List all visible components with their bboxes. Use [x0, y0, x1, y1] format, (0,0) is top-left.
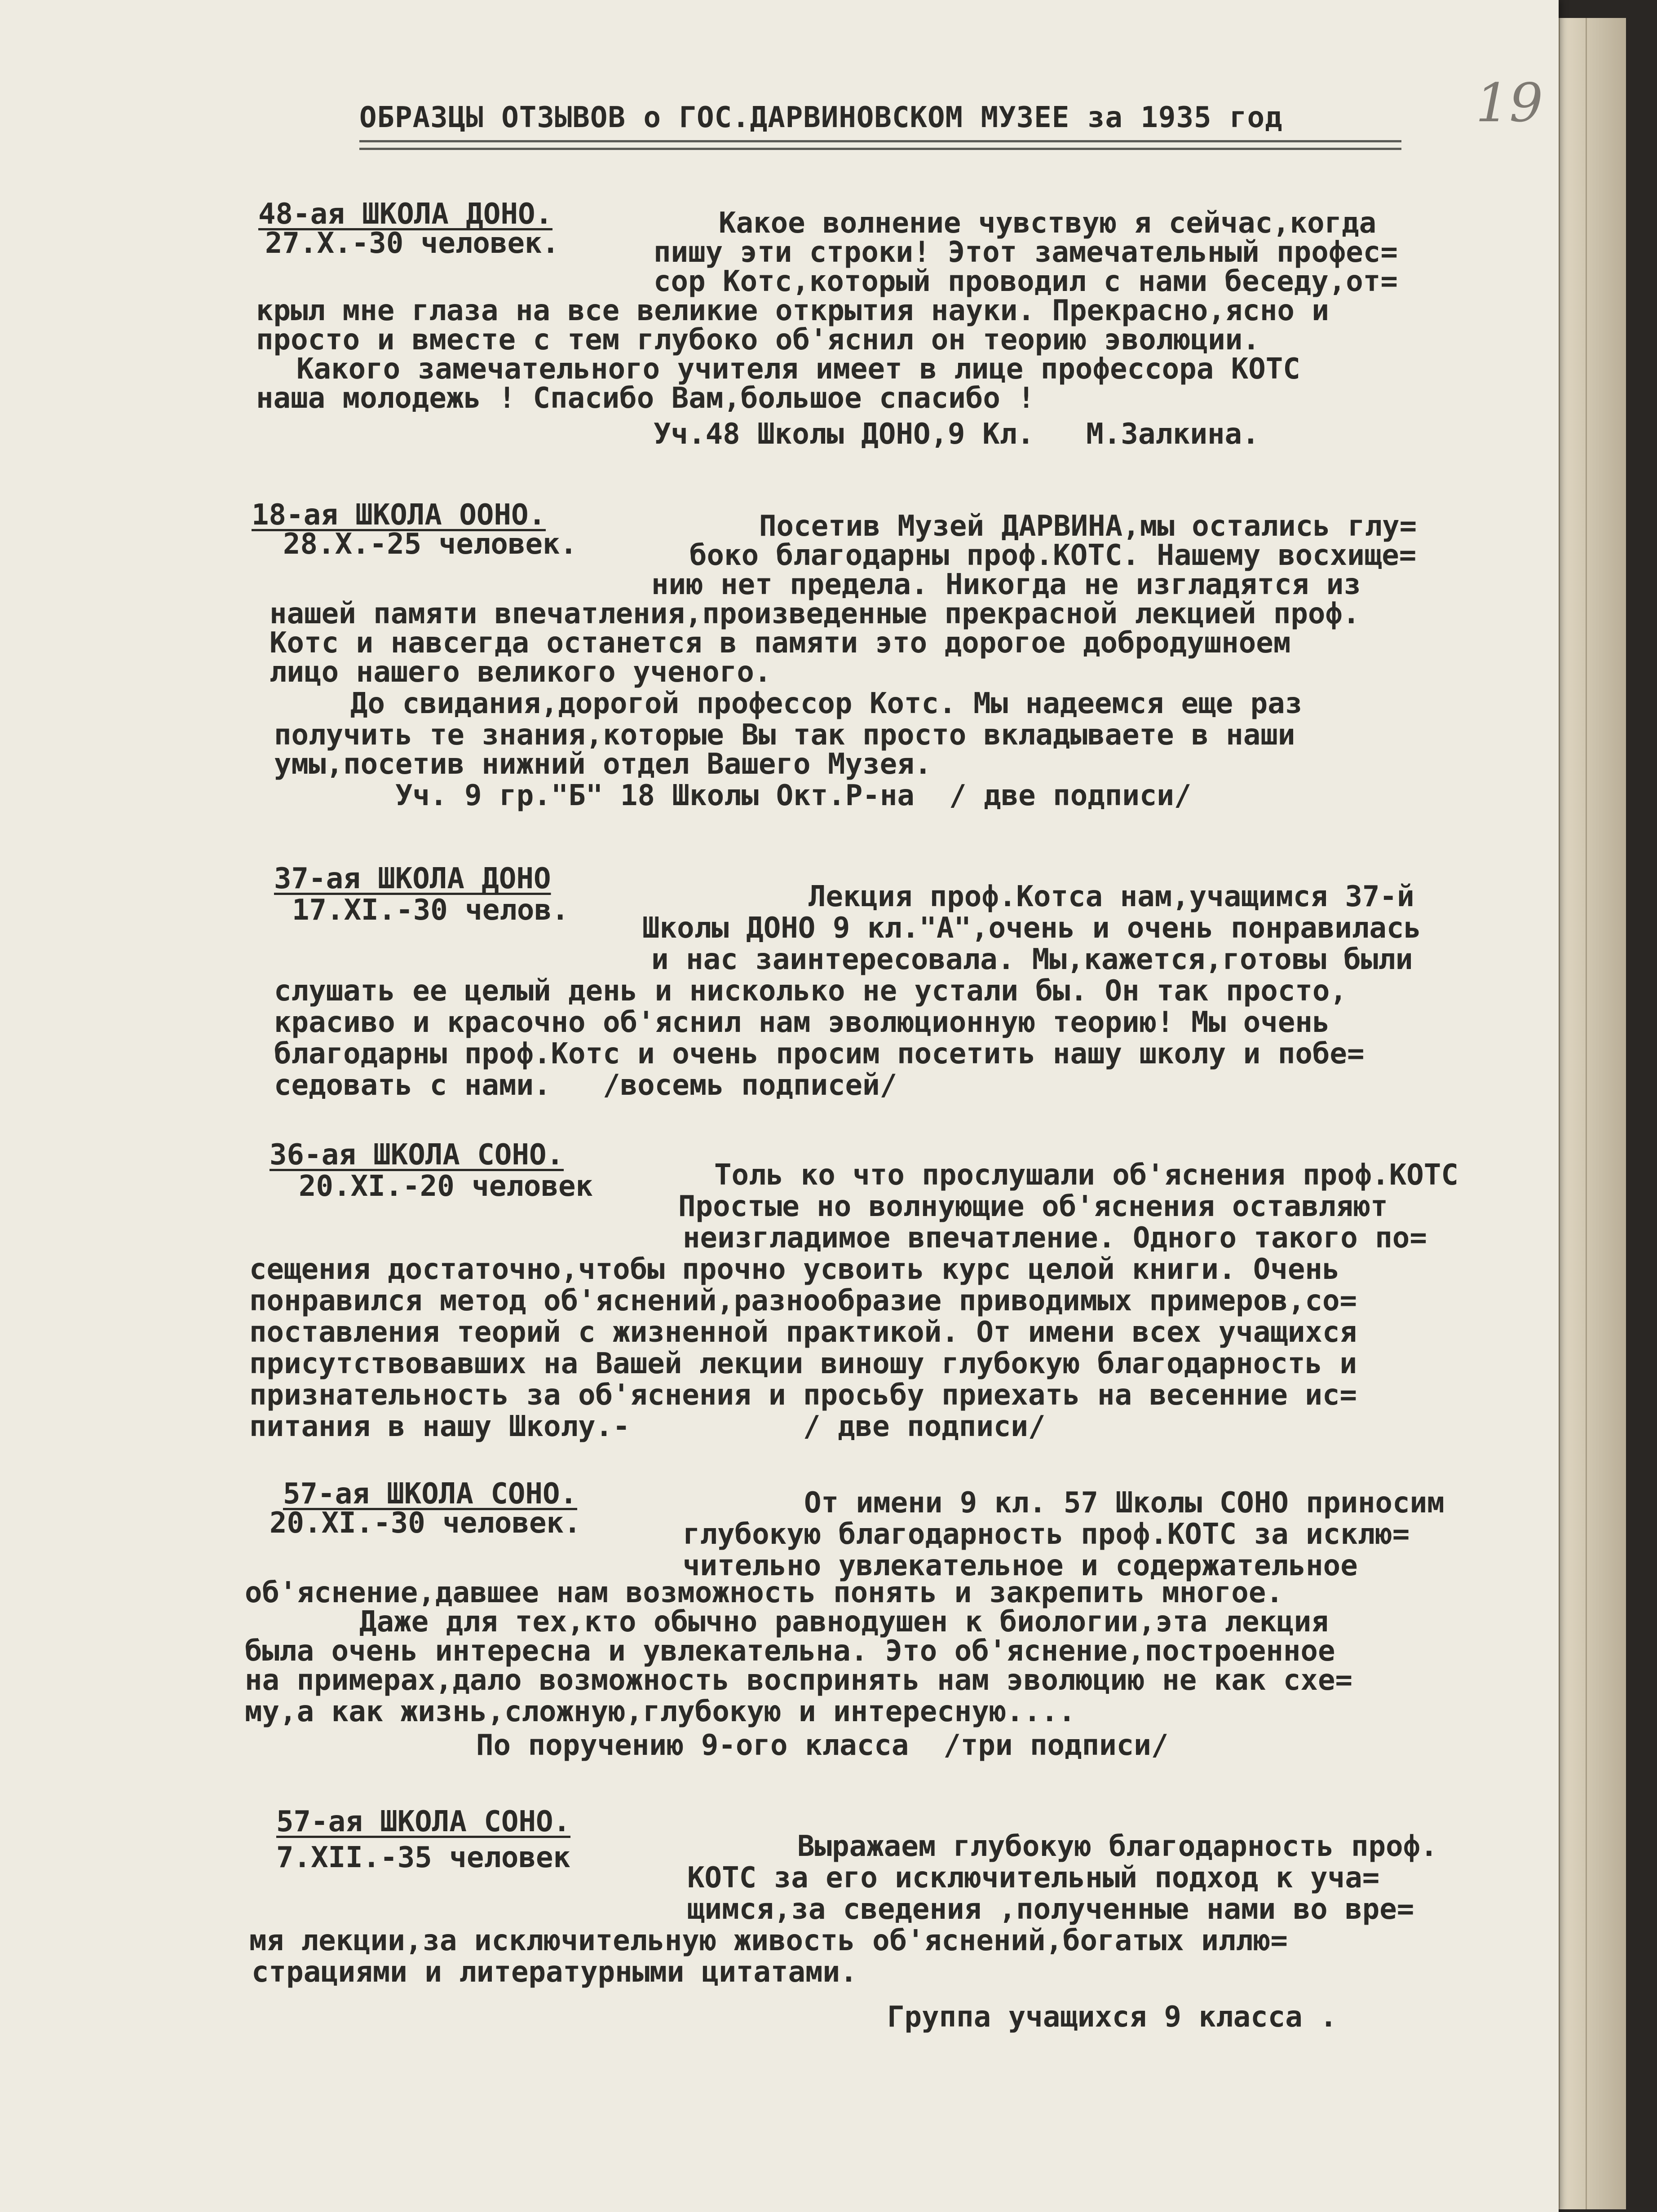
review-line: просто и вместе с тем глубоко об'яснил он теорию эволюции. — [256, 323, 1260, 357]
review-line: боко благодарны проф.КОТС. Нашему восхище= — [689, 539, 1417, 572]
review-line: на примерах,дало возможность воспринять нам эволюцию не как схе= — [245, 1664, 1352, 1697]
review-line: нашей памяти впечатления,произведенные прекрасной лекцией проф. — [270, 597, 1360, 630]
review-line: Толь ко что прослушали об'яснения проф.КОТС — [714, 1159, 1458, 1192]
visit-info: 17.XI.-30 челов. — [292, 894, 569, 927]
review-line: Простые но волнующие об'яснения оставляют — [678, 1190, 1388, 1223]
review-line: Котс и навсегда останется в памяти это дорогое добродушноем — [270, 626, 1291, 660]
review-line: му,а как жизнь,сложную,глубокую и интересную.... — [245, 1695, 1076, 1728]
review-line: красиво и красочно об'яснил нам эволюционную теорию! Мы очень — [274, 1006, 1330, 1039]
review-line: умы,посетив нижний отдел Вашего Музея. — [274, 748, 932, 781]
review-line: сещения достаточно,чтобы прочно усвоить курс целой книги. Очень — [249, 1253, 1340, 1286]
review-line: крыл мне глаза на все великие открытия науки. Прекрасно,ясно и — [256, 294, 1329, 327]
review-line: Выражаем глубокую благодарность проф. — [797, 1830, 1438, 1863]
review-line: питания в нашу Школу.- / две подписи/ — [249, 1410, 1046, 1443]
review-line: признательность за об'яснения и просьбу приехать на весенние ис= — [249, 1379, 1357, 1412]
review-line: поставления теорий с жизненной практикой. От имени всех учащихся — [249, 1316, 1357, 1349]
review-signature: Группа учащихся 9 класса . — [887, 2000, 1337, 2034]
visit-info: 20.XI.-20 человек — [299, 1170, 593, 1203]
review-line: и нас заинтересовала. Мы,кажется,готовы были — [651, 943, 1413, 976]
review-line: получить те знания,которые Вы так просто вкладываете в наши — [274, 718, 1295, 752]
review-line: глубокую благодарность проф.КОТС за исклю= — [683, 1518, 1410, 1551]
visit-info: 7.XII.-35 человек — [276, 1841, 571, 1874]
review-line: страциями и литературными цитатами. — [252, 1956, 857, 1989]
review-line: об'яснение,давшее нам возможность понять и закрепить многое. — [245, 1576, 1283, 1609]
review-line: сор Котс,который проводил с нами беседу,от= — [654, 265, 1398, 298]
review-line: От имени 9 кл. 57 Школы СОНО приносим — [804, 1486, 1445, 1520]
review-line: Лекция проф.Котса нам,учащимся 37-й — [809, 880, 1414, 913]
title-double-rule — [359, 140, 1401, 150]
review-line: присутствовавших на Вашей лекции виношу глубокую благодарность и — [249, 1347, 1357, 1380]
review-line: Какое волнение чувствую я сейчас,когда — [719, 207, 1377, 240]
review-line: неизгладимое впечатление. Одного такого по= — [683, 1221, 1427, 1255]
review-signature: Уч.48 Школы ДОНО,9 Кл. М.Залкина. — [654, 418, 1259, 451]
review-line: наша молодежь ! Спасибо Вам,большое спасибо ! — [256, 382, 1035, 415]
review-signature: Уч. 9 гр."Б" 18 Школы Окт.Р-на / две подписи/ — [395, 779, 1192, 812]
document-title: ОБРАЗЦЫ ОТЗЫВОВ о ГОС.ДАРВИНОВСКОМ МУЗЕЕ за 1935 год — [359, 101, 1283, 134]
review-line: Школы ДОНО 9 кл."А",очень и очень понравилась — [642, 912, 1421, 945]
page-number: 19 — [1476, 72, 1543, 134]
school-name: 57-ая ШКОЛА СОНО. — [276, 1805, 571, 1838]
review-line: До свидания,дорогой профессор Котс. Мы надеемся еще раз — [350, 687, 1303, 720]
review-line: Посетив Музей ДАРВИНА,мы остались глу= — [759, 510, 1417, 543]
review-line: седовать с нами. /восемь подписей/ — [274, 1069, 897, 1102]
review-line: мя лекции,за исключительную живость об'яснений,богатых иллю= — [249, 1924, 1288, 1957]
review-line: пишу эти строки! Этот замечательный профес= — [654, 236, 1398, 269]
review-line: щимся,за сведения ,полученные нами во вре= — [687, 1893, 1414, 1926]
review-line: По поручению 9-ого класса /три подписи/ — [476, 1729, 1169, 1762]
review-line: понравился метод об'яснений,разнообразие приводимых примеров,со= — [249, 1284, 1357, 1318]
review-line: слушать ее целый день и нисколько не устали бы. Он так просто, — [274, 974, 1347, 1008]
review-line: Даже для тех,кто обычно равнодушен к биологии,эта лекция — [359, 1605, 1329, 1639]
visit-info: 28.X.-25 человек. — [283, 528, 578, 561]
visit-info: 27.X.-30 человек. — [265, 227, 560, 260]
school-name: 48-ая ШКОЛА ДОНО. — [258, 198, 553, 231]
school-name: 36-ая ШКОЛА СОНО. — [270, 1138, 564, 1172]
review-line: КОТС за его исключительный подход к уча= — [687, 1861, 1380, 1895]
review-line: Какого замечательного учителя имеет в лице профессора КОТС — [296, 353, 1300, 386]
school-name: 18-ая ШКОЛА ООНО. — [252, 498, 546, 532]
school-name: 37-ая ШКОЛА ДОНО — [274, 862, 551, 895]
visit-info: 20.XI.-30 человек. — [270, 1507, 581, 1540]
review-line: чительно увлекательное и содержательное — [683, 1549, 1358, 1582]
review-line: благодарны проф.Котс и очень просим посетить нашу школу и побе= — [274, 1037, 1365, 1071]
review-line: была очень интересна и увлекательна. Это об'яснение,построенное — [245, 1635, 1335, 1668]
review-line: лицо нашего великого ученого. — [270, 656, 772, 689]
review-line: нию нет предела. Никогда не изгладятся из — [651, 568, 1361, 601]
school-name: 57-ая ШКОЛА СОНО. — [283, 1477, 578, 1511]
